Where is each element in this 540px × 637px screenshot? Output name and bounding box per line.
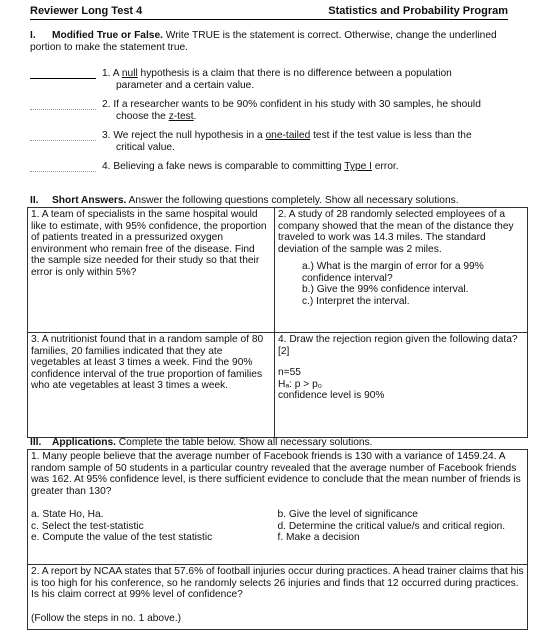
section-1-instructions: Write TRUE is the statement is correct. Otherwise, change the underlined portion to make the statement true. (30, 30, 497, 53)
question-4: 4. Draw the rejection region given the following data? [2] (278, 334, 518, 357)
problem-1-steps (31, 509, 524, 544)
step-a: a. State Ho, Ha. (31, 509, 104, 520)
question-4-confidence: confidence level is 90% (278, 390, 385, 401)
step-e: e. Compute the value of the test statistic (31, 532, 213, 543)
step-c: c. Select the test-statistic (31, 520, 144, 532)
header-right: Statistics and Probability Program (328, 5, 508, 17)
problem-2-followup: (Follow the steps in no. 1 above.) (31, 612, 182, 624)
question-4-hypothesis: Hₐ: p > p₀ (278, 378, 322, 390)
question-2c: c.) Interpret the interval. (302, 295, 410, 307)
question-2: 2. A study of 28 randomly selected employees of a company showed that the mean of the distance they traveled to work was 14.3 miles. The standard deviation of the sample was 2 miles. (278, 209, 514, 255)
question-1-cell (28, 208, 275, 333)
section-2-title: Short Answers. (52, 195, 127, 206)
answer-blank[interactable] (30, 171, 96, 172)
step-d: d. Determine the critical value/s and critical region. (277, 520, 506, 532)
header-left: Reviewer Long Test 4 (30, 5, 143, 17)
question-3: 3. A nutritionist found that in a random sample of 80 families, 20 families indicated that they ate vegetables at least 3 times a week. Find the 90% confidence interval of the true proportion of families who ate vegetables at least 3 times a week. (31, 334, 264, 391)
question-2b: b.) Give the 99% confidence interval. (302, 284, 469, 295)
question-3-cell (28, 333, 275, 438)
question-2a: a.) What is the margin of error for a 99% confidence interval? (302, 261, 484, 284)
question-4-n: n=55 (278, 367, 301, 378)
question-2-cell (275, 208, 528, 333)
section-3-number: III. (30, 437, 42, 448)
section-3-title: Applications. (52, 437, 116, 448)
section-3-instructions: Complete the table below. Show all necessary solutions. (115, 437, 373, 448)
question-1: 1. A team of specialists in the same hospital would like to estimate, with 95% confidence, the proportion of patients treated in a pressurized oxygen environment who remain free of the disease. Find the sample size needed for their study so that their error is only within 5%? (31, 209, 267, 278)
answer-blank[interactable] (30, 109, 96, 110)
section-3-heading (30, 437, 518, 449)
question-4-cell (275, 333, 528, 438)
step-b: b. Give the level of significance (277, 509, 418, 520)
section-1-heading (30, 30, 518, 54)
problem-1: 1. Many people believe that the average number of Facebook friends is 130 with a variance of 1459.24. A random sample of 50 students in a particular country revealed that the average number of Facebook friends was 162. At 95% confidence level, is there sufficient evidence to conclude that the mean number of friends is greater than 130? (31, 451, 521, 497)
problem-1-cell (28, 450, 528, 565)
problem-2: 2. A report by NCAA states that 57.6% of football injuries occur during practices. A head trainer claims that his is too high for his conference, so he randomly selects 26 injuries and finds that 12 occurred during practices. Is his claim correct at 99% level of confidence? (31, 566, 524, 600)
step-f: f. Make a decision (277, 532, 360, 543)
answer-blank[interactable] (30, 140, 96, 141)
page-header (30, 3, 508, 20)
section-2-instructions: Answer the following questions completely. Show all necessary solutions. (126, 195, 459, 206)
answer-blank[interactable] (30, 78, 96, 79)
section-1-number: I. (30, 30, 36, 41)
section-2-heading (30, 195, 518, 207)
section-2-number: II. (30, 195, 39, 206)
applications-table (27, 449, 528, 630)
section-1-title: Modified True or False. (52, 30, 163, 41)
short-answer-table (27, 207, 528, 438)
problem-2-cell (28, 565, 528, 630)
